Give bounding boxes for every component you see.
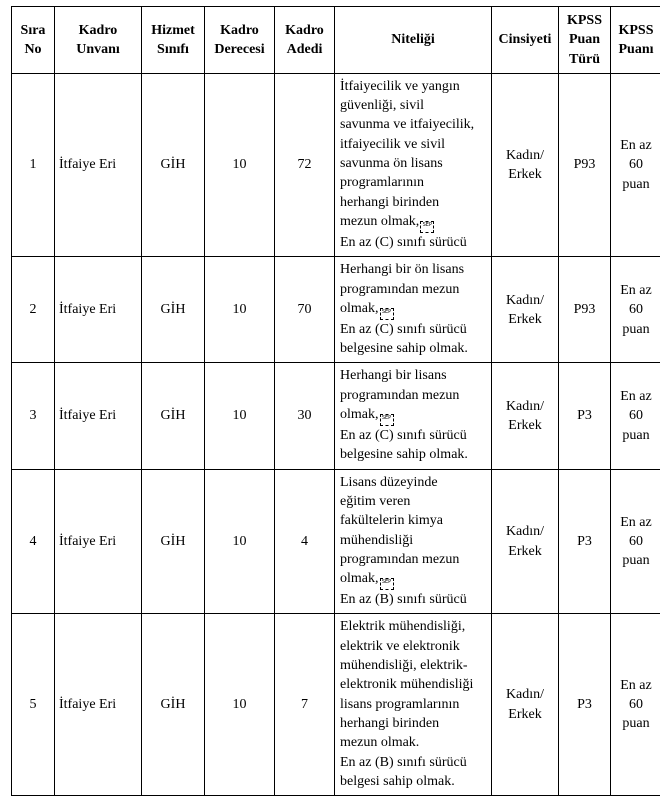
cinsiyeti-cell-line: Kadın/ — [495, 685, 555, 704]
niteligi-line — [340, 492, 487, 511]
niteligi-line — [340, 280, 487, 299]
header-line: Sınıfı — [144, 40, 202, 59]
niteligi-line — [340, 339, 487, 358]
header-line: Kadro — [277, 21, 332, 40]
kadro-adedi-cell: 72 — [275, 73, 335, 256]
niteligi-text: olmak, — [340, 301, 379, 316]
niteligi-line — [340, 405, 487, 426]
niteligi-text: Lisans düzeyinde — [340, 475, 438, 490]
niteligi-text: savunma ve itfaiyecilik, — [340, 117, 474, 132]
niteligi-line — [340, 173, 487, 192]
kadro-adedi-cell: 30 — [275, 363, 335, 469]
kadro-derecesi-cell: 10 — [205, 73, 275, 256]
kpss-puani-cell — [611, 363, 660, 469]
kpss-puani-cell-line: 60 — [614, 532, 658, 551]
kpss-puan-turu-cell: P93 — [559, 257, 611, 363]
niteligi-text: fakültelerin kimya — [340, 513, 443, 528]
niteligi-text: Elektrik mühendisliği, — [340, 619, 465, 634]
niteligi-line — [340, 714, 487, 733]
niteligi-line — [340, 260, 487, 279]
niteligi-line — [340, 590, 487, 609]
kpss-puani-cell-line: En az — [614, 676, 658, 695]
niteligi-text: En az (C) sınıfı sürücü — [340, 322, 467, 337]
cinsiyeti-cell — [492, 469, 559, 614]
kpss-puan-turu-cell: P3 — [559, 363, 611, 469]
header-niteligi — [335, 7, 492, 74]
kpss-puani-cell-line: En az — [614, 513, 658, 532]
header-line: Puanı — [613, 40, 659, 59]
niteligi-text: programından mezun — [340, 552, 459, 567]
sep-glyph-icon: SEP — [420, 221, 434, 233]
niteligi-line — [340, 320, 487, 339]
niteligi-text: herhangi birinden — [340, 195, 439, 210]
cinsiyeti-cell — [492, 73, 559, 256]
header-kadro-unvani — [55, 7, 142, 74]
niteligi-cell — [335, 469, 492, 614]
niteligi-line — [340, 695, 487, 714]
kpss-puani-cell-line: puan — [614, 426, 658, 445]
niteligi-line — [340, 733, 487, 752]
niteligi-line — [340, 511, 487, 530]
header-kpss-puani — [611, 7, 660, 74]
cinsiyeti-cell-line: Erkek — [495, 705, 555, 724]
kadro-derecesi-cell: 10 — [205, 469, 275, 614]
kadro-derecesi-cell: 10 — [205, 614, 275, 796]
niteligi-line — [340, 473, 487, 492]
kpss-puani-cell — [611, 257, 660, 363]
niteligi-line — [340, 637, 487, 656]
header-line: Unvanı — [57, 40, 139, 59]
hizmet-sinifi-cell: GİH — [142, 257, 205, 363]
header-line: Sıra — [14, 21, 52, 40]
table-row — [12, 469, 660, 614]
niteligi-cell — [335, 257, 492, 363]
hizmet-sinifi-cell: GİH — [142, 73, 205, 256]
kpss-puani-cell-line: 60 — [614, 155, 658, 174]
header-line: Türü — [561, 50, 608, 69]
niteligi-text: olmak, — [340, 571, 379, 586]
kpss-puan-turu-cell: P3 — [559, 469, 611, 614]
niteligi-text: En az (B) sınıfı sürücü — [340, 592, 467, 607]
table-row — [12, 73, 660, 256]
kpss-puan-turu-cell: P3 — [559, 614, 611, 796]
header-kpss-puan-turu — [559, 7, 611, 74]
header-line: Kadro — [57, 21, 139, 40]
kpss-puani-cell-line: En az — [614, 281, 658, 300]
table-row — [12, 257, 660, 363]
niteligi-text: programlarının — [340, 175, 424, 190]
cinsiyeti-cell-line: Erkek — [495, 542, 555, 561]
cinsiyeti-cell — [492, 363, 559, 469]
niteligi-line — [340, 154, 487, 173]
header-line: KPSS — [561, 11, 608, 30]
niteligi-text: mühendisliği — [340, 533, 413, 548]
niteligi-text: mezun olmak, — [340, 214, 419, 229]
sep-glyph-icon: SEP — [380, 414, 394, 426]
niteligi-line — [340, 753, 487, 772]
header-cinsiyeti — [492, 7, 559, 74]
hizmet-sinifi-cell: GİH — [142, 614, 205, 796]
niteligi-line — [340, 617, 487, 636]
niteligi-line — [340, 550, 487, 569]
niteligi-cell — [335, 614, 492, 796]
header-line: Kadro — [207, 21, 272, 40]
header-line: No — [14, 40, 52, 59]
cinsiyeti-cell-line: Kadın/ — [495, 397, 555, 416]
hizmet-sinifi-cell: GİH — [142, 363, 205, 469]
niteligi-line — [340, 212, 487, 233]
kadro-unvani-cell: İtfaiye Eri — [55, 73, 142, 256]
table-row — [12, 363, 660, 469]
kpss-puani-cell-line: En az — [614, 387, 658, 406]
cinsiyeti-cell-line: Kadın/ — [495, 291, 555, 310]
cinsiyeti-cell-line: Erkek — [495, 310, 555, 329]
kpss-puani-cell-line: 60 — [614, 300, 658, 319]
sep-glyph-icon: SEP — [380, 578, 394, 590]
niteligi-line — [340, 77, 487, 96]
kpss-puani-cell-line: 60 — [614, 406, 658, 425]
niteligi-line — [340, 675, 487, 694]
header-line: Puan — [561, 30, 608, 49]
header-line: KPSS — [613, 21, 659, 40]
sira-no-cell: 2 — [12, 257, 55, 363]
niteligi-text: Herhangi bir ön lisans — [340, 262, 464, 277]
header-hizmet-sinifi — [142, 7, 205, 74]
kadro-derecesi-cell: 10 — [205, 363, 275, 469]
kpss-puani-cell — [611, 614, 660, 796]
document-page — [11, 6, 651, 796]
niteligi-line — [340, 772, 487, 791]
cinsiyeti-cell-line: Erkek — [495, 165, 555, 184]
niteligi-text: programından mezun — [340, 388, 459, 403]
kpss-puani-cell-line: 60 — [614, 695, 658, 714]
cinsiyeti-cell-line: Erkek — [495, 416, 555, 435]
kpss-puani-cell-line: puan — [614, 320, 658, 339]
kpss-puani-cell — [611, 73, 660, 256]
niteligi-cell — [335, 363, 492, 469]
niteligi-text: En az (C) sınıfı sürücü — [340, 235, 467, 250]
niteligi-text: mezun olmak. — [340, 735, 419, 750]
kadro-unvani-cell: İtfaiye Eri — [55, 363, 142, 469]
header-line: Adedi — [277, 40, 332, 59]
cinsiyeti-cell-line: Kadın/ — [495, 146, 555, 165]
kadro-unvani-cell: İtfaiye Eri — [55, 614, 142, 796]
niteligi-text: programından mezun — [340, 282, 459, 297]
niteligi-text: Herhangi bir lisans — [340, 368, 447, 383]
header-line: Niteliği — [337, 30, 489, 49]
header-sira-no — [12, 7, 55, 74]
niteligi-line — [340, 366, 487, 385]
kadro-adedi-cell: 70 — [275, 257, 335, 363]
kpss-puani-cell-line: En az — [614, 136, 658, 155]
niteligi-text: lisans programlarının — [340, 697, 459, 712]
niteligi-text: savunma ön lisans — [340, 156, 443, 171]
kadro-derecesi-cell: 10 — [205, 257, 275, 363]
cinsiyeti-cell — [492, 257, 559, 363]
niteligi-text: itfaiyecilik ve sivil — [340, 137, 445, 152]
header-line: Cinsiyeti — [494, 30, 556, 49]
niteligi-line — [340, 193, 487, 212]
niteligi-text: güvenliği, sivil — [340, 98, 424, 113]
niteligi-line — [340, 569, 487, 590]
niteligi-cell — [335, 73, 492, 256]
header-kadro-derecesi — [205, 7, 275, 74]
kadro-adedi-cell: 4 — [275, 469, 335, 614]
niteligi-line — [340, 135, 487, 154]
cinsiyeti-cell-line: Kadın/ — [495, 522, 555, 541]
sep-glyph-icon: SEP — [380, 308, 394, 320]
sira-no-cell: 5 — [12, 614, 55, 796]
niteligi-line — [340, 96, 487, 115]
kpss-puani-cell-line: puan — [614, 551, 658, 570]
niteligi-line — [340, 426, 487, 445]
cinsiyeti-cell — [492, 614, 559, 796]
niteligi-text: belgesine sahip olmak. — [340, 447, 468, 462]
table-body — [12, 73, 660, 795]
table-row — [12, 614, 660, 796]
header-kadro-adedi — [275, 7, 335, 74]
niteligi-line — [340, 115, 487, 134]
niteligi-text: İtfaiyecilik ve yangın — [340, 79, 460, 94]
niteligi-text: En az (B) sınıfı sürücü — [340, 755, 467, 770]
niteligi-line — [340, 299, 487, 320]
kpss-puani-cell-line: puan — [614, 175, 658, 194]
kpss-puan-turu-cell: P93 — [559, 73, 611, 256]
niteligi-text: elektrik ve elektronik — [340, 639, 460, 654]
sira-no-cell: 4 — [12, 469, 55, 614]
niteligi-line — [340, 656, 487, 675]
niteligi-text: olmak, — [340, 407, 379, 422]
niteligi-line — [340, 445, 487, 464]
kadro-unvani-cell: İtfaiye Eri — [55, 469, 142, 614]
sira-no-cell: 1 — [12, 73, 55, 256]
niteligi-line — [340, 233, 487, 252]
niteligi-text: herhangi birinden — [340, 716, 439, 731]
niteligi-text: En az (C) sınıfı sürücü — [340, 428, 467, 443]
hizmet-sinifi-cell: GİH — [142, 469, 205, 614]
header-row — [12, 7, 660, 74]
niteligi-text: belgesi sahip olmak. — [340, 774, 455, 789]
kadro-adedi-cell: 7 — [275, 614, 335, 796]
sira-no-cell: 3 — [12, 363, 55, 469]
niteligi-text: elektronik mühendisliği — [340, 677, 473, 692]
kpss-puani-cell-line: puan — [614, 714, 658, 733]
header-line: Hizmet — [144, 21, 202, 40]
header-line: Derecesi — [207, 40, 272, 59]
niteligi-text: eğitim veren — [340, 494, 410, 509]
niteligi-text: belgesine sahip olmak. — [340, 341, 468, 356]
niteligi-line — [340, 531, 487, 550]
niteligi-line — [340, 386, 487, 405]
kpss-puani-cell — [611, 469, 660, 614]
kadro-unvani-cell: İtfaiye Eri — [55, 257, 142, 363]
niteligi-text: mühendisliği, elektrik- — [340, 658, 468, 673]
kadro-table — [11, 6, 660, 796]
